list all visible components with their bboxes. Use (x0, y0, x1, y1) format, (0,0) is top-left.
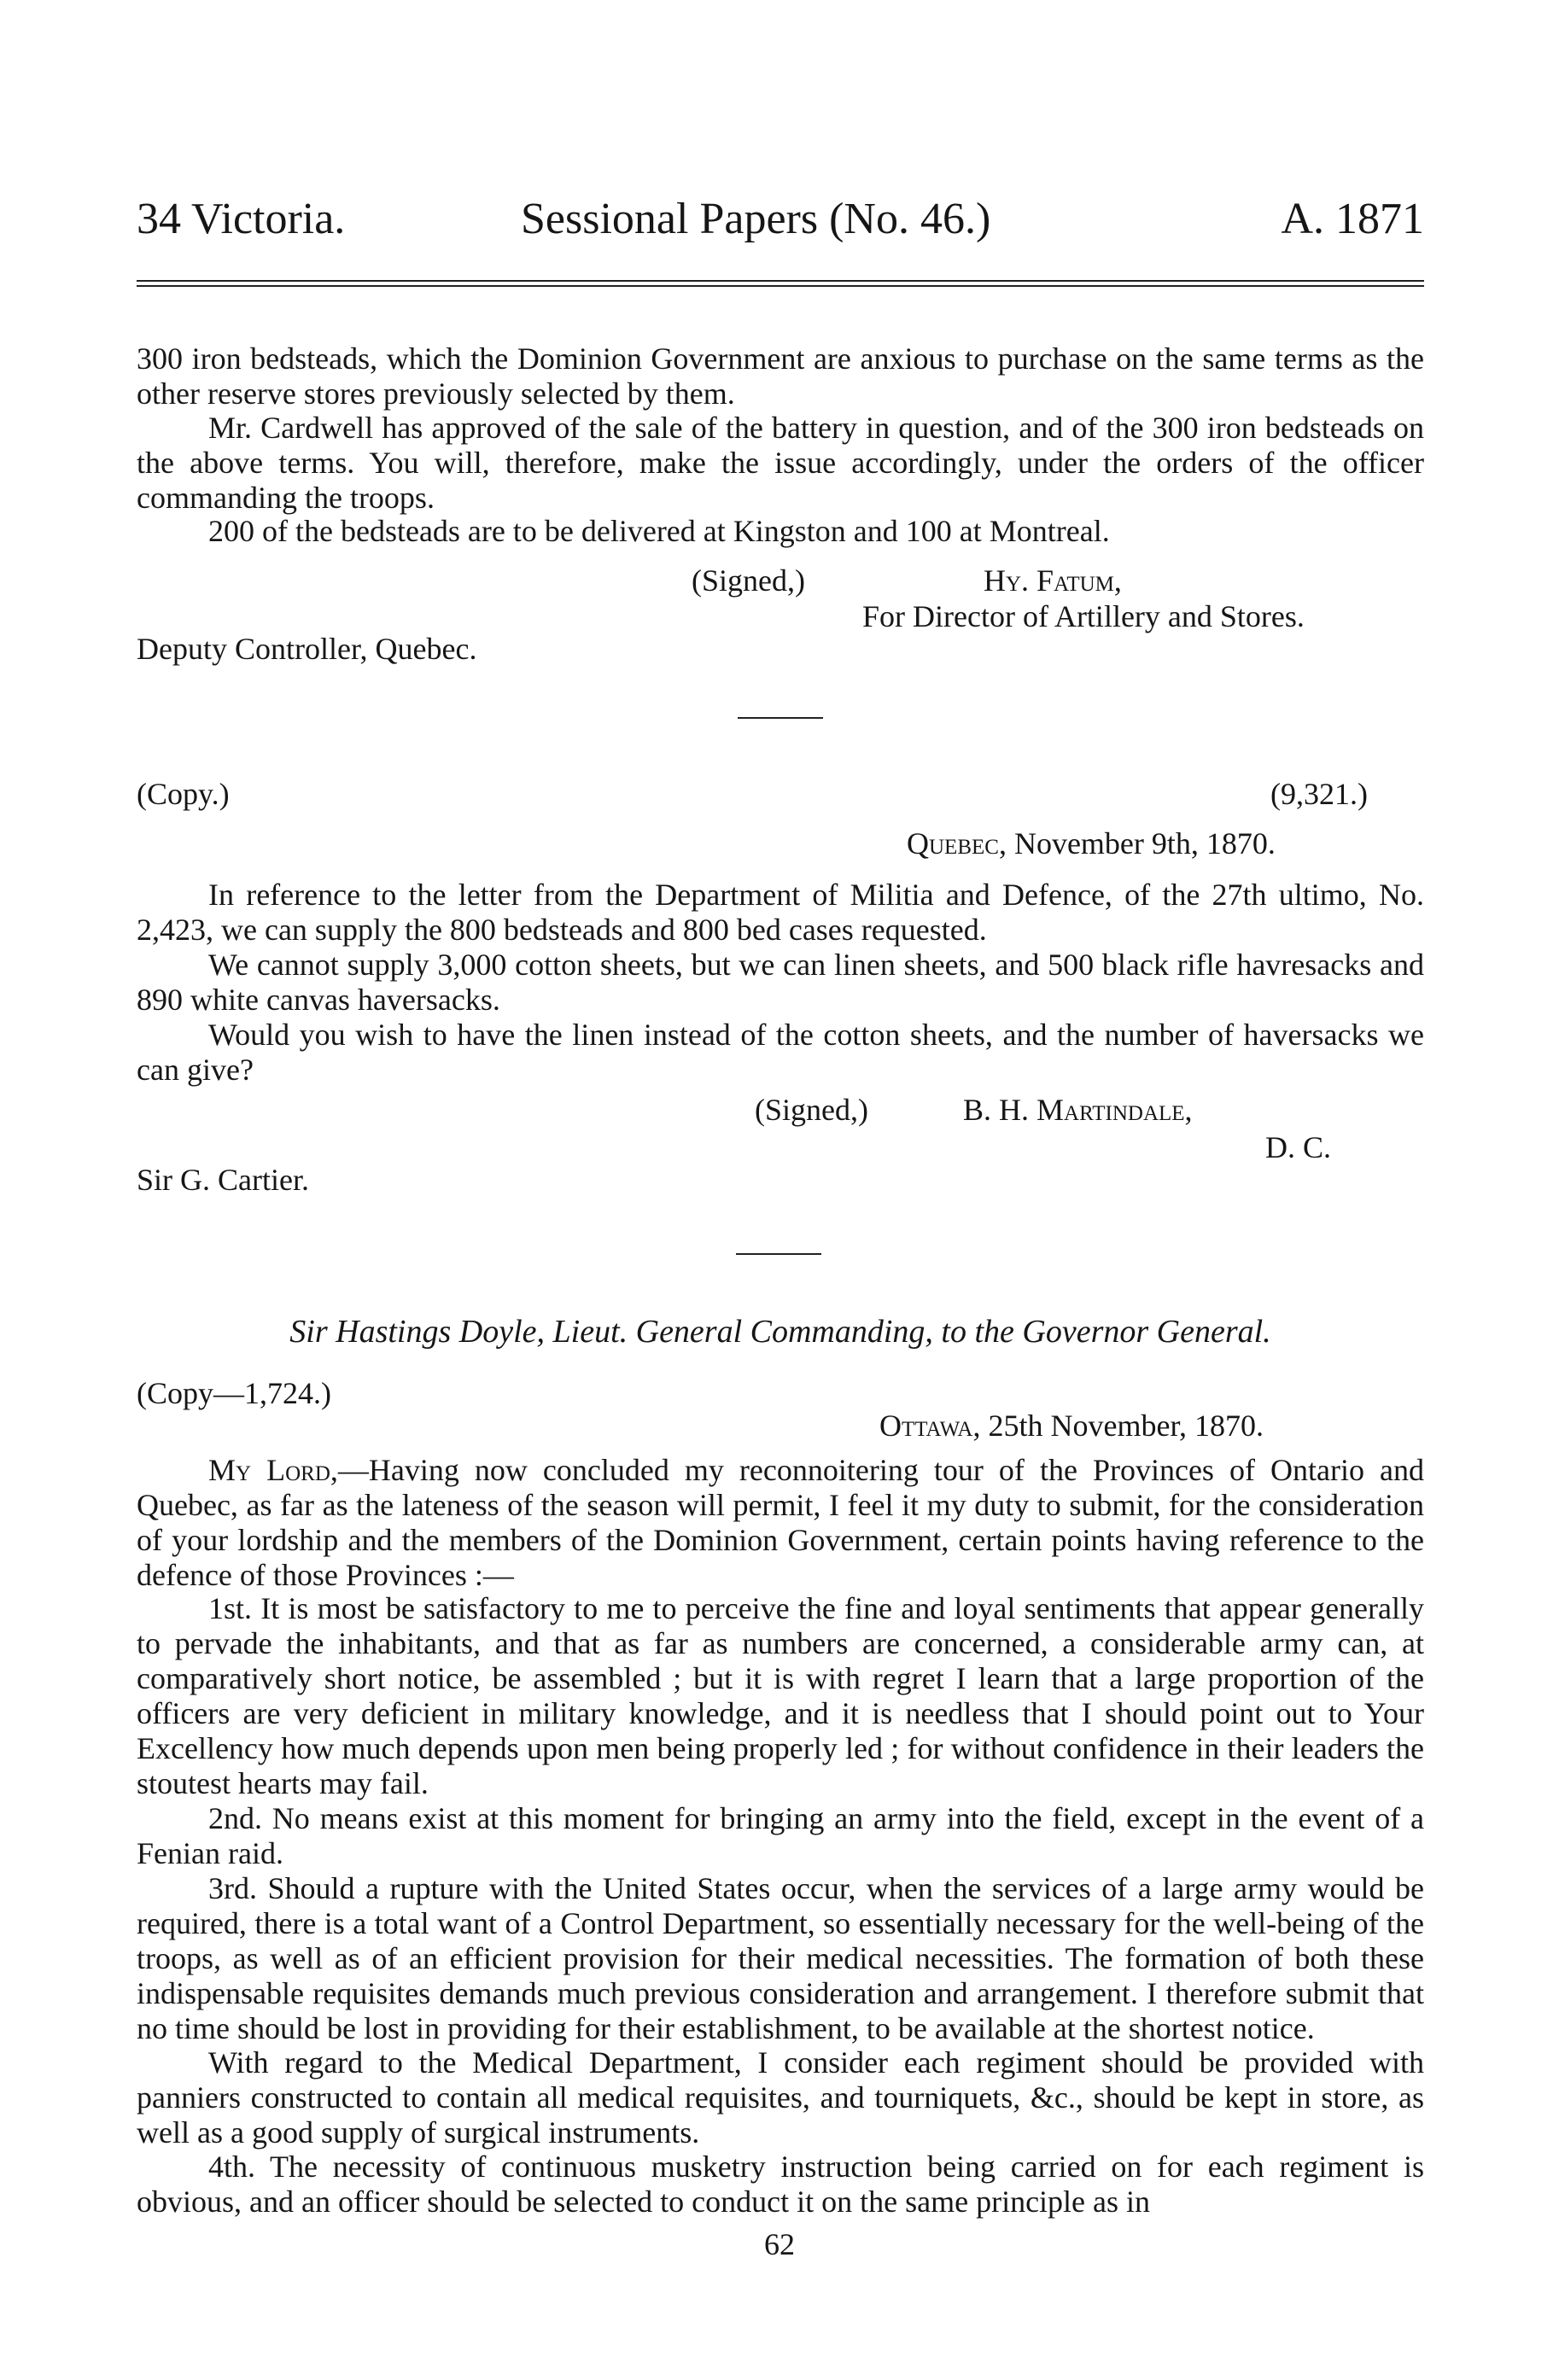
letter3-place-date: Ottawa, 25th November, 1870. (879, 1409, 1264, 1443)
letter1-paragraph-2: Mr. Cardwell has approved of the sale of the battery in question, and of the 300 iron bedsteads on the above terms. You will, therefore, make the issue accordingly, under the orders of the officer commanding the troops. (137, 411, 1424, 515)
letter2-paragraph-2: We cannot supply 3,000 cotton sheets, but we can linen sheets, and 500 black rifle havresacks and 890 white canvas haversacks. (137, 948, 1424, 1017)
letter3-paragraph-3rd: 3rd. Should a rupture with the United States occur, when the services of a large army would be required, there is a total want of a Control Department, so essentially necessary for the well-being of the troops, as well as of an efficient provision for their medical necessities. The formation of both these indispensable requisites demands much previous consideration and arrangement. I therefore submit that no time should be lost in providing for their establishment, to be available at the shortest notice. (137, 1871, 1424, 2045)
letter2-addressee: Sir G. Cartier. (137, 1163, 309, 1197)
letter1-paragraph-3: 200 of the bedsteads are to be delivered at Kingston and 100 at Montreal. (208, 514, 1110, 548)
letter3-title: Sir Hastings Doyle, Lieut. General Commanding, to the Governor General. (289, 1314, 1271, 1350)
letter2-copy-label: (Copy.) (137, 777, 230, 811)
page-number: 62 (764, 2227, 795, 2261)
letter2-number: (9,321.) (1270, 777, 1368, 811)
letter1-signer: Hy. Fatum, (984, 563, 1122, 598)
running-header (137, 190, 1424, 249)
letter3-paragraph-4th: 4th. The necessity of continuous musketry instruction being carried on for each regiment is obvious, and an officer should be selected to conduct it on the same principle as in (137, 2150, 1424, 2219)
section-divider-1 (738, 717, 823, 719)
letter3-paragraph-2nd: 2nd. No means exist at this moment for bringing an army into the field, except in the event of a Fenian raid. (137, 1801, 1424, 1870)
letter3-opening-paragraph: My Lord,—Having now concluded my reconnoitering tour of the Provinces of Ontario and Quebec, as far as the lateness of the season will permit, I feel it my duty to submit, for the consideration of your lordship and the members of the Dominion Government, certain points having reference to the defence of those Provinces :— (137, 1453, 1424, 1592)
letter1-paragraph-1: 300 iron bedsteads, which the Dominion Government are anxious to purchase on the same terms as the other reserve stores previously selected by them. (137, 341, 1424, 411)
letter2-signer-title: D. C. (1265, 1130, 1332, 1164)
letter2-paragraph-1: In reference to the letter from the Department of Militia and Defence, of the 27th ultimo, No. 2,423, we can supply the 800 bedsteads and 800 bed cases requested. (137, 878, 1424, 947)
letter1-addressee: Deputy Controller, Quebec. (137, 632, 477, 666)
letter1-signer-title: For Director of Artillery and Stores. (862, 599, 1305, 633)
letter3-paragraph-medical: With regard to the Medical Department, I consider each regiment should be provided with panniers constructed to contain all medical requisites, and tourniquets, &c., should be kept in store, as well as a good supply of surgical instruments. (137, 2045, 1424, 2150)
header-double-rule (137, 280, 1424, 287)
letter3-salutation: My Lord, (208, 1453, 338, 1487)
header-year: A. 1871 (1281, 195, 1424, 243)
header-session: 34 Victoria. (137, 195, 346, 243)
header-sessional-papers: Sessional Papers (No. 46.) (521, 195, 991, 243)
section-divider-2 (736, 1253, 821, 1255)
letter3-paragraph-1st: 1st. It is most be satisfactory to me to perceive the fine and loyal sentiments that appear generally to pervade the inhabitants, and that as far as numbers are concerned, a considerable army can, at comparatively short notice, be assembled ; but it is with regret I learn that a large proportion of the officers are very deficient in military knowledge, and it is needless that I should point out to Your Excellency how much depends upon men being properly led ; for without confidence in their leaders the stoutest hearts may fail. (137, 1591, 1424, 1800)
letter2-signed: (Signed,) (755, 1093, 868, 1127)
letter2-paragraph-3: Would you wish to have the linen instead of the cotton sheets, and the number of haversacks we can give? (137, 1018, 1424, 1087)
letter2-signer: B. H. Martindale, (963, 1093, 1193, 1127)
letter2-place-date: Quebec, November 9th, 1870. (907, 826, 1276, 860)
letter1-signed: (Signed,) (692, 563, 805, 598)
letter3-copy-label: (Copy—1,724.) (137, 1376, 331, 1410)
